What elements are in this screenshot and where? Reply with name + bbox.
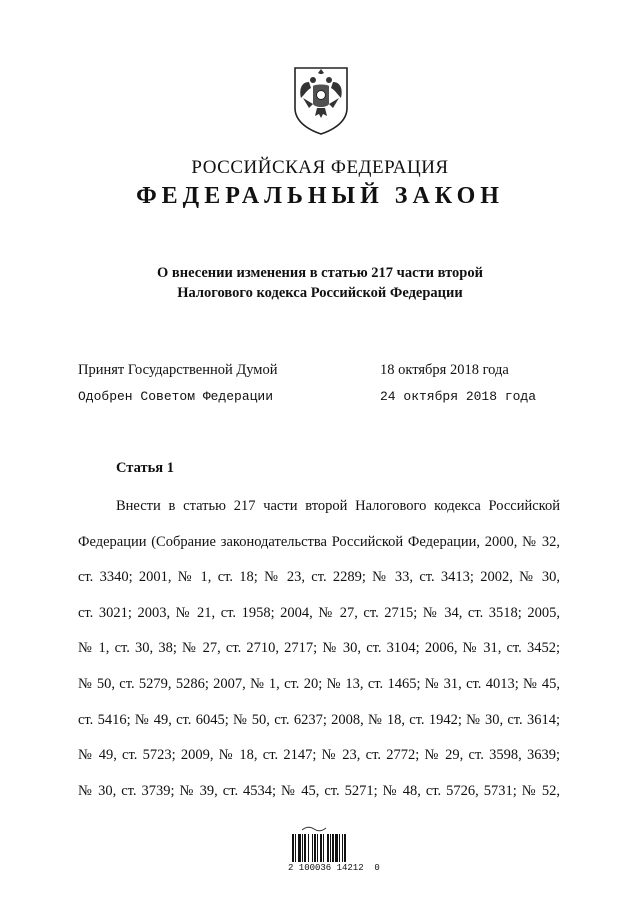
russian-coat-of-arms-icon: [289, 64, 353, 136]
council-date: 24 октября 2018 года: [380, 389, 537, 404]
article-line: № 49, ст. 5723; 2009, № 18, ст. 2147; № 23, ст. 2772; № 29, ст. 3598, 3639;: [78, 747, 560, 764]
article-line: ст. 3021; 2003, № 21, ст. 1958; 2004, № 27, ст. 2715; № 34, ст. 3518; 2005,: [78, 604, 560, 621]
article-line: Внести в статью 217 части второй Налогового кодекса Российской: [116, 498, 560, 514]
article-line: № 30, ст. 3739; № 39, ст. 4534; № 45, ст. 5271; № 48, ст. 5726, 5731; № 52,: [78, 782, 560, 799]
article-line: Федерации (Собрание законодательства Российской Федерации, 2000, № 32,: [78, 533, 560, 550]
article-line: ст. 3340; 2001, № 1, ст. 18; № 23, ст. 2289; № 33, ст. 3413; 2002, № 30,: [78, 569, 560, 586]
article-heading: Статья 1: [116, 460, 174, 476]
country-name: РОССИЙСКАЯ ФЕДЕРАЦИЯ: [191, 157, 449, 178]
law-subject-line-2: Налогового кодекса Российской Федерации: [177, 285, 463, 301]
article-line: № 50, ст. 5279, 5286; 2007, № 1, ст. 20; № 13, ст. 1465; № 31, ст. 4013; № 45,: [78, 675, 560, 692]
duma-date: 18 октября 2018 года: [380, 362, 509, 378]
article-line: ст. 5416; № 49, ст. 6045; № 50, ст. 6237; 2008, № 18, ст. 1942; № 30, ст. 3614;: [78, 711, 560, 728]
article-line: № 1, ст. 30, 38; № 27, ст. 2710, 2717; № 30, ст. 3104; 2006, № 31, ст. 3452;: [78, 640, 560, 657]
law-subject-line-1: О внесении изменения в статью 217 части второй: [157, 265, 483, 281]
barcode-number: 2 100036 14212 0: [288, 863, 380, 873]
council-label: Одобрен Советом Федерации: [78, 389, 274, 404]
law-subject: [0, 263, 640, 303]
duma-label: Принят Государственной Думой: [78, 362, 278, 378]
article-body: [78, 489, 560, 809]
law-title: ФЕДЕРАЛЬНЫЙ ЗАКОН: [136, 183, 504, 209]
